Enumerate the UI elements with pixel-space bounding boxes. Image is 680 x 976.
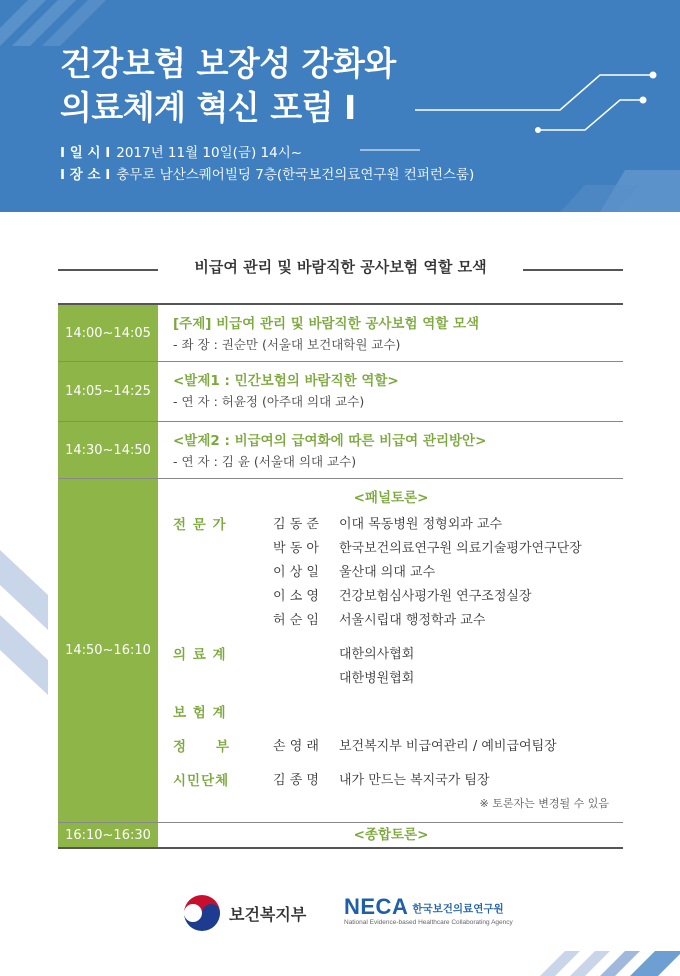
session-speaker: - 좌 장 : 권순만 (서울대 보건대학원 교수): [173, 337, 401, 352]
title-line-1: 건강보험 보장성 강화와: [60, 44, 396, 83]
panelist: [273, 667, 609, 691]
panelist: [273, 585, 609, 609]
neca-english-name: National Evidence-based Healthcare Collaborating Agency: [344, 919, 513, 926]
session-speaker: - 연 자 : 김 윤 (서울대 의대 교수): [173, 454, 357, 469]
left-stripe-decoration: [0, 520, 60, 720]
group-category: 전 문 가: [173, 517, 227, 533]
time-cell: 14:30~14:50: [58, 422, 159, 478]
panelist: [273, 769, 609, 793]
event-info: [60, 142, 474, 186]
group-category: 의 료 계: [173, 647, 227, 663]
schedule-row: [58, 361, 623, 421]
session-topic: [주제] 비급여 관리 및 바람직한 공사보험 역할 모색: [173, 316, 480, 332]
group-category: 시민단체: [173, 773, 230, 789]
panel-row: [58, 478, 623, 822]
panel-content: [159, 479, 623, 822]
panelist-name: 이 소 영: [273, 589, 319, 604]
time-cell: 14:50~16:10: [58, 479, 159, 822]
panelist-affiliation: 대한의사협회: [339, 647, 415, 662]
panel-title: <패널토론>: [353, 490, 429, 506]
page-title: [60, 42, 396, 130]
schedule-row: [58, 822, 623, 847]
session-content: [159, 823, 623, 847]
group-category: 보 험 계: [173, 705, 227, 721]
time-cell: 14:00~14:05: [58, 305, 159, 361]
session-content: [159, 422, 623, 478]
footer-logos: [0, 890, 680, 940]
panelist-affiliation: 대한병원협회: [339, 671, 415, 686]
group-category: 정 부: [173, 739, 231, 755]
panel-group-medical: [173, 643, 609, 691]
place-value: 충무로 남산스퀘어빌딩 7층(한국보건의료연구원 컨퍼런스룸): [116, 167, 475, 183]
panel-group-civic: [173, 769, 609, 793]
group-members: [273, 701, 609, 725]
panelist: [273, 537, 609, 561]
panel-group-government: [173, 735, 609, 759]
date-label: I 일 시 I: [60, 145, 111, 161]
group-members: [273, 643, 609, 691]
session-content: [159, 305, 623, 361]
header-banner: [0, 0, 680, 212]
neca-mark: NECA: [344, 894, 409, 919]
panelist-name: 손 영 래: [273, 739, 319, 754]
session-topic: <종합토론>: [353, 827, 429, 843]
group-members: [273, 769, 609, 793]
panelist-affiliation: 서울시립대 행정학과 교수: [339, 613, 486, 628]
spacer: [173, 759, 609, 769]
panelist-name: 김 종 명: [273, 773, 319, 788]
section-heading: [58, 256, 623, 282]
panelist-name: 허 순 임: [273, 613, 319, 628]
taegeuk-icon: [183, 894, 221, 932]
neca-korean-name: 한국보건의료연구원: [412, 903, 504, 915]
spacer: [173, 691, 609, 701]
panelist-name: 박 동 아: [273, 541, 319, 556]
group-members: [273, 513, 609, 633]
panelist-name: [273, 667, 339, 691]
schedule-row: [58, 421, 623, 478]
time-cell: 14:05~14:25: [58, 362, 159, 421]
spacer: [173, 725, 609, 735]
panelist: [273, 561, 609, 585]
session-topic: <발제2 : 비급여의 급여화에 따른 비급여 관리방안>: [173, 433, 487, 449]
title-line-2: 의료체계 혁신 포럼 Ⅰ: [60, 88, 356, 127]
ministry-logo: [183, 894, 306, 932]
neca-logo-row: [344, 896, 513, 918]
panelist: [273, 735, 609, 759]
session-content: [159, 362, 623, 421]
panelist-affiliation: 보건복지부 비급여관리 / 예비급여팀장: [339, 739, 557, 754]
schedule-table: [58, 303, 623, 849]
panel-group-insurance: [173, 701, 609, 725]
panelist-affiliation: 건강보험심사평가원 연구조정실장: [339, 589, 532, 604]
session-speaker: - 연 자 : 허윤정 (아주대 의대 교수): [173, 394, 365, 409]
place-line: [60, 164, 474, 186]
panelist: [273, 609, 609, 633]
spacer: [173, 633, 609, 643]
ministry-name: 보건복지부: [229, 904, 307, 924]
panelist-affiliation: 한국보건의료연구원 의료기술평가연구단장: [339, 541, 582, 556]
panel-group-experts: [173, 513, 609, 633]
panelist-affiliation: 울산대 의대 교수: [339, 565, 436, 580]
section-title: 비급여 관리 및 바람직한 공사보험 역할 모색: [194, 258, 487, 276]
group-members: [273, 735, 609, 759]
place-label: I 장 소 I: [60, 167, 111, 183]
schedule-row: [58, 305, 623, 361]
panelist-affiliation: 내가 만드는 복지국가 팀장: [339, 773, 490, 788]
heading-rule-right: [523, 269, 623, 271]
session-topic: <발제1 : 민간보험의 바람직한 역할>: [173, 373, 399, 389]
panelist: [273, 513, 609, 537]
panelist: [273, 643, 609, 667]
time-cell: 16:10~16:30: [58, 823, 159, 847]
neca-logo: [344, 896, 513, 926]
panelist-name: [273, 643, 339, 667]
panelist-name: 김 동 준: [273, 517, 319, 532]
panelist-name: 이 상 일: [273, 565, 319, 580]
panel-note: ※ 토론자는 변경될 수 있음: [479, 797, 609, 810]
panelist-affiliation: 이대 목동병원 정형외과 교수: [339, 517, 503, 532]
date-line: [60, 142, 474, 164]
date-value: 2017년 11월 10일(금) 14시~: [116, 145, 303, 161]
